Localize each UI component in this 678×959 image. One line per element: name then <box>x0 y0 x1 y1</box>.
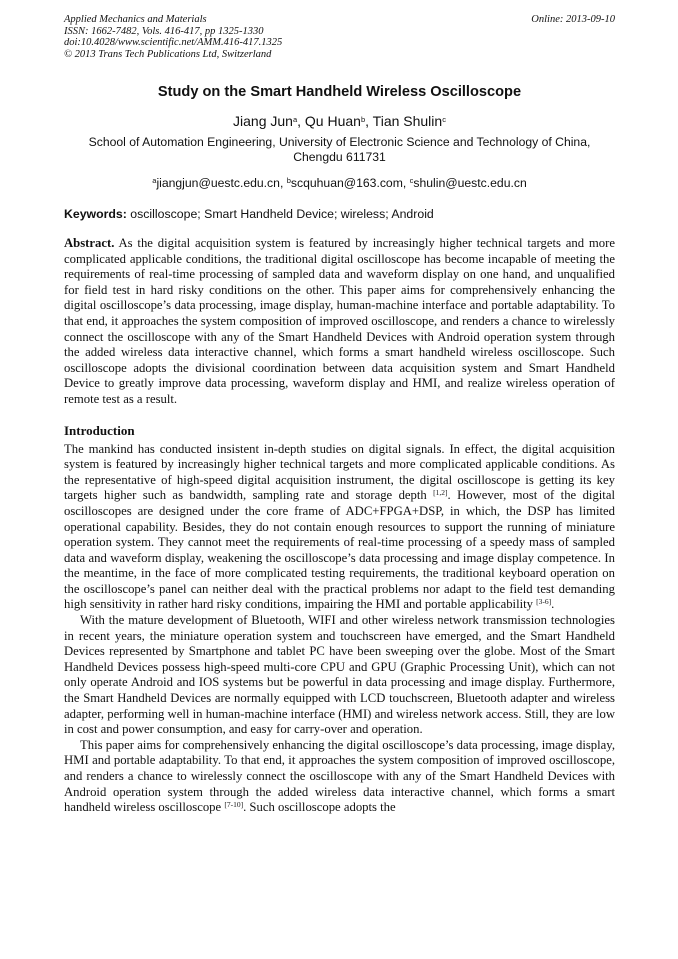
author-name: Jiang Jun <box>233 113 293 129</box>
email-sup: b <box>286 176 291 185</box>
citation-ref: [3-6] <box>536 597 552 607</box>
journal-name: Applied Mechanics and Materials <box>64 14 207 25</box>
keywords-label: Keywords: <box>64 207 127 221</box>
abstract <box>64 236 615 408</box>
intro-paragraph-1 <box>64 442 615 614</box>
email-address: scquhuan@163.com <box>290 176 403 190</box>
author-sup: c <box>442 115 446 124</box>
email-sup: a <box>152 176 157 185</box>
citation-ref: [1,2] <box>433 488 448 498</box>
email-address: jiangjun@uestc.edu.cn <box>156 176 280 190</box>
paper-page <box>64 14 615 816</box>
doi-line: doi:10.4028/www.scientific.net/AMM.416-417.1325 <box>64 37 283 48</box>
journal-header <box>64 14 615 60</box>
keywords-text: oscilloscope; Smart Handheld Device; wireless; Android <box>130 207 434 221</box>
section-heading-introduction: Introduction <box>64 422 135 438</box>
author-name: Qu Huan <box>304 113 361 129</box>
abstract-label: Abstract. <box>64 236 115 250</box>
intro-paragraph-2: With the mature development of Bluetooth, WIFI and other wireless network transmission technologies in recent years, the miniature operation system and touchscreen have emerged, and the Smart Handheld Devices represented by Smartphone and tablet PC have been sweeping over the globe. Most of the Smart Handheld Devices possess high-speed multi-core CPU and GPU (Graphic Processing Unit), which can not only operate Android and IOS systems but be powerful in data processing and image display. Furthermore, the Smart Handheld Devices are normally equipped with LCD touchscreen, Bluetooth adapter and wireless adapter, performing well in human-machine interface (HMI) and wireless network access. Still, they are low in cost and power consumption, and easy for carry-over and operation. <box>64 613 615 737</box>
issn-line: ISSN: 1662-7482, Vols. 416-417, pp 1325-1330 <box>64 25 264 37</box>
copyright-line: © 2013 Trans Tech Publications Ltd, Switzerland <box>64 48 272 60</box>
citation-ref: [7-10] <box>224 800 244 810</box>
paragraph-text: . <box>551 597 555 612</box>
email-address: shulin@uestc.edu.cn <box>413 176 527 190</box>
paragraph-text: . However, most of the digital oscilloscopes are designed under the core frame of ADC+FPGA+DSP, in which, the DSP has limited operational capability. Besides, they do not contain enough resources to support the running of miniature operation system. They cannot meet the requirements of real-time processing of a speedy mass of sampled data and waveform display, weakening the oscilloscope’s data processing and image display competence. In the meantime, in the face of more complicated testing requirements, the traditional keyboard operation on the oscilloscope’s panel can neither deal with the practical problems nor adapt to the field test demanding high sensitivity in rather hard risky conditions, impairing the HMI and portable applicability <box>64 488 615 612</box>
affiliation: School of Automation Engineering, University of Electronic Science and Technology of China, Chengdu 611731 <box>88 135 591 164</box>
paragraph-text: The mankind has conducted insistent in-depth studies on digital signals. In effect, the digital acquisition system is featured by increasingly higher technical targets and more complicated applicable conditions. As the representative of high-speed digital acquisition instrument, the digital oscilloscope is getting its key targets higher such as bandwidth, sampling rate and storage depth <box>64 441 615 503</box>
email-sup: c <box>409 176 414 185</box>
author-sup: a <box>292 115 298 124</box>
keywords <box>64 207 615 221</box>
paragraph-text: . Such oscilloscope adopts the <box>243 800 396 815</box>
author-name: Tian Shulin <box>372 113 443 129</box>
paragraph-text: This paper aims for comprehensively enhancing the digital oscilloscope’s data processing, image display, HMI and portable adaptability. To that end, it approaches the system composition of improved oscilloscope, and renders a chance to wirelessly connect the oscilloscope with any of the Smart Handheld Devices with Android operation system through the added wireless data interactive channel, which forms a smart handheld wireless oscilloscope <box>64 737 615 815</box>
online-date: Online: 2013-09-10 <box>531 14 615 25</box>
intro-paragraph-3 <box>64 738 615 816</box>
email-list: $^a$jiangjun@uestc.edu.cn, $^b$scquhuan@163.com, $^c$shulin@uestc.edu.cn <box>152 176 527 190</box>
author-list: Jiang Jun$^a$, Qu Huan$^b$, Tian Shulin$^c$ <box>233 113 446 129</box>
paper-title: Study on the Smart Handheld Wireless Oscilloscope <box>157 84 522 100</box>
abstract-text: As the digital acquisition system is featured by increasingly higher technical targets and more complicated applicable conditions, the traditional digital oscilloscope has become incapable of meeting the requirements of real-time processing of sampled data and waveform display on one hand, and unqualified for field test in hard risky conditions on the other. This paper aims for comprehensively enhancing the digital oscilloscope’s data processing, image display, human-machine interface and portable adaptability. To that end, it approaches the system composition of improved oscilloscope, and renders a chance to wirelessly connect the oscilloscope with any of the Smart Handheld Devices with Android operation system through the added wireless data interactive channel, which forms a smart handheld wireless oscilloscope. Such oscilloscope adopts the divisional coordination between data acquisition system and Smart Handheld Device to greatly improve data processing, waveform display and HMI, and realize wireless operation of remote test as a result. <box>64 236 615 406</box>
author-sup: b <box>360 115 366 124</box>
